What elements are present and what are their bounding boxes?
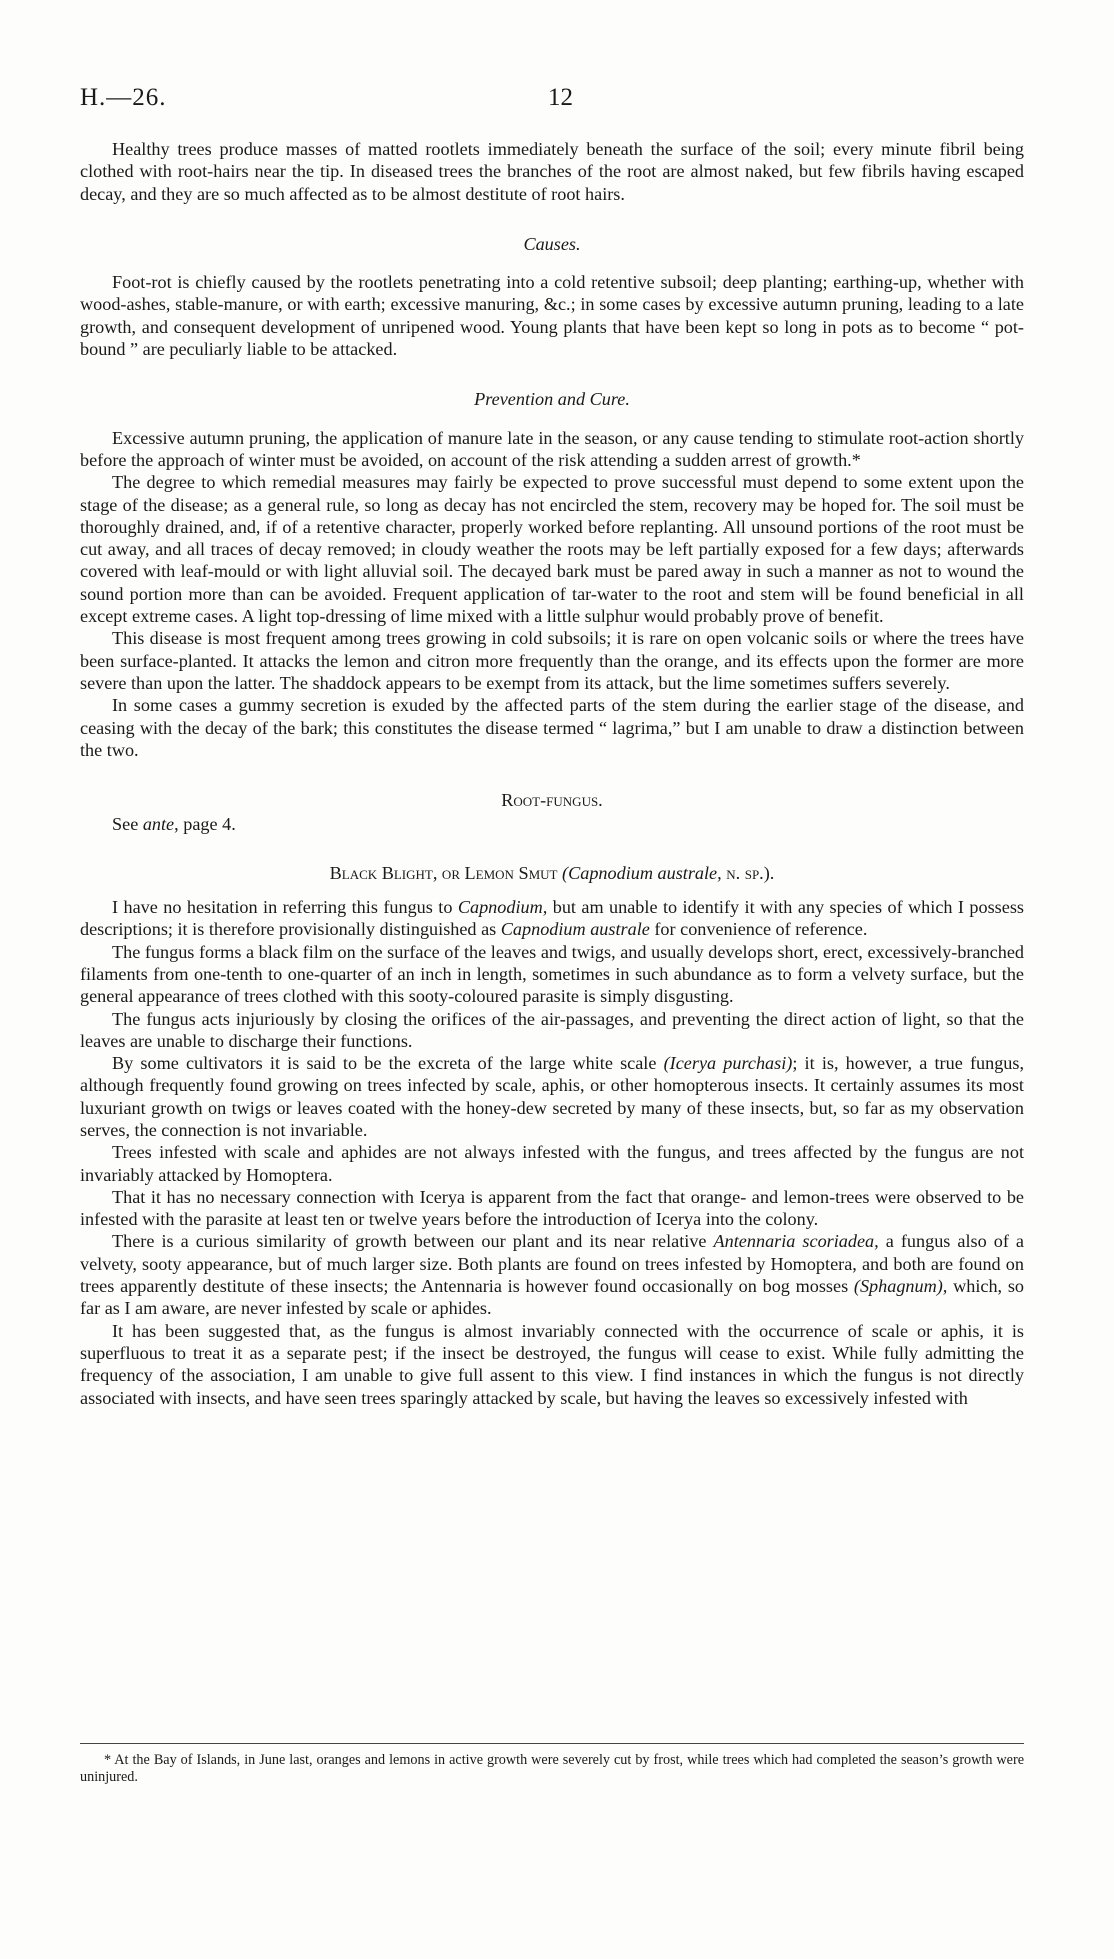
prevention-paragraph-3: This disease is most frequent among trees growing in cold subsoils; it is rare on open volcanic soils or where the trees have been surface-planted. It attacks the lemon and citron more frequently than the orange, and its effects upon the former are more severe than upon the latter. The shaddock appears to be exempt from its attack, but the lime sometimes suffers severely. bbox=[80, 628, 1024, 693]
section-heading-causes: Causes. bbox=[523, 233, 581, 254]
black-blight-paragraph-5: Trees infested with scale and aphides are not always infested with the fungus, and trees affected by the fungus are not invariably attacked by Homoptera. bbox=[80, 1142, 1024, 1185]
prevention-paragraph-2: The degree to which remedial measures may fairly be expected to prove successful must depend to some extent upon the stage of the disease; as a general rule, so long as decay has not encircled the stem, recovery may be hoped for. The soil must be thoroughly drained, and, if of a retentive character, properly worked before replanting. All unsound portions of the root must be cut away, and all traces of decay removed; in cloudy weather the roots may be left partially exposed for a few days; afterwards covered with leaf-mould or with light alluvial soil. The decayed bark must be pared away in such a manner as not to wound the sound portion more than can be avoided. Frequent application of tar-water to the root and stem will be found beneficial in all except extreme cases. A light top-dressing of lime mixed with a little sulphur would probably prove of benefit. bbox=[80, 472, 1024, 627]
reference-ante: ante bbox=[142, 814, 175, 835]
species-name: Capnodium australe bbox=[500, 919, 650, 940]
genus-name: Capnodium, bbox=[457, 897, 548, 918]
page-body bbox=[80, 138, 1024, 1409]
antennaria-species-name: Antennaria scoriadea, bbox=[713, 1231, 879, 1252]
text-run: which, so far as I am aware, are never infested by scale or aphides. bbox=[80, 1276, 1024, 1319]
section-heading-black-blight bbox=[80, 862, 1024, 884]
report-series-code: H.—26. bbox=[80, 84, 167, 111]
text-run: By some cultivators it is said to be the excreta of the large white scale bbox=[112, 1053, 664, 1074]
prevention-paragraph-4: In some cases a gummy secretion is exuded by the affected parts of the stem during the earlier stage of the disease, and ceasing with the decay of the bark; this constitutes the disease termed “ lagrima,” but I am unable to draw a distinction between the two. bbox=[80, 695, 1024, 760]
black-blight-paragraph-2: The fungus forms a black film on the surface of the leaves and twigs, and usually develops short, erect, excessively-branched filaments from one-tenth to one-quarter of an inch in length, sometimes in such abundance as to form a velvety surface, but the general appearance of trees clothed with this sooty-coloured parasite is simply disgusting. bbox=[80, 941, 1024, 1007]
text-run: I have no hesitation in referring this fungus to bbox=[112, 897, 458, 918]
sphagnum-name: (Sphagnum), bbox=[853, 1276, 948, 1297]
text-run: a fungus also of a velvety, sooty appearance, but of much larger size. Both plants are found on trees infested by Homoptera, and both are found on trees apparently destitute of these insects; the Antennaria is however found occasionally on bog mosses bbox=[80, 1231, 1024, 1297]
intro-paragraph: Healthy trees produce masses of matted rootlets immediately beneath the surface of the soil; every minute fibril being clothed with root-hairs near the tip. In diseased trees the branches of the root are almost naked, but few fibrils having escaped decay, and they are so much affected as to be almost destitute of root hairs. bbox=[80, 139, 1024, 204]
text-run: but am unable to identify it with any species of which I possess descriptions; it is therefore provisionally distinguished as bbox=[80, 897, 1024, 940]
black-blight-paragraph-1 bbox=[80, 896, 1024, 941]
section-heading-prevention: Prevention and Cure. bbox=[474, 389, 630, 410]
black-blight-paragraph-7 bbox=[80, 1230, 1024, 1319]
root-fungus-reference bbox=[112, 813, 1024, 835]
page-number: 12 bbox=[548, 84, 573, 111]
black-blight-paragraph-4 bbox=[80, 1052, 1024, 1141]
text-run: for convenience of reference. bbox=[649, 919, 868, 940]
heading-black-blight-title: Black Blight, or Lemon Smut bbox=[329, 862, 563, 883]
reference-prefix: See bbox=[112, 814, 143, 835]
footnote-divider bbox=[80, 1743, 1024, 1744]
text-run: ; it is, however, a true fungus, although frequently found growing on trees infected by scale, aphis, or other homopterous insects. It certainly assumes its most luxuriant growth on twigs or leaves coated with the honey-dew secreted by many of these insects, but, so far as my observation serves, the connection is not invariable. bbox=[80, 1053, 1025, 1140]
black-blight-paragraph-6: That it has no necessary connection with Icerya is apparent from the fact that orange- and lemon-trees were observed to be infested with the parasite at least ten or twelve years before the introduction of Icerya into the colony. bbox=[80, 1186, 1024, 1230]
black-blight-paragraph-8: It has been suggested that, as the fungus is almost invariably connected with the occurrence of scale or aphis, it is superfluous to treat it as a separate pest; if the insect be destroyed, the fungus will cease to exist. While fully admitting the frequency of the association, I am unable to give full assent to this view. I find instances in which the fungus is not directly associated with insects, and have seen trees sparingly attacked by scale, but having the leaves so excessively infested with bbox=[80, 1320, 1024, 1408]
black-blight-paragraph-3: The fungus acts injuriously by closing the orifices of the air-passages, and preventing the direct action of light, so that the leaves are unable to discharge their functions. bbox=[80, 1008, 1024, 1051]
causes-paragraph: Foot-rot is chiefly caused by the rootlets penetrating into a cold retentive subsoil; deep planting; earthing-up, whether with wood-ashes, stable-manure, or with earth; excessive manuring, &c.; in some cases by excessive autumn pruning, leading to a late growth, and consequent development of unripened wood. Young plants that have been kept so long in pots as to become “ pot-bound ” are peculiarly liable to be attacked. bbox=[80, 272, 1024, 360]
scale-species-name: (Icerya purchasi) bbox=[663, 1053, 793, 1074]
footnote: * At the Bay of Islands, in June last, oranges and lemons in active growth were severely cut by frost, while trees which had completed the season’s growth were uninjured. bbox=[80, 1752, 1024, 1785]
heading-species-name: (Capnodium australe, bbox=[562, 862, 722, 883]
reference-suffix: , page 4. bbox=[174, 814, 236, 835]
prevention-paragraph-1: Excessive autumn pruning, the application of manure late in the season, or any cause tending to stimulate root-action shortly before the approach of winter must be avoided, on account of the risk attending a sudden arrest of growth.* bbox=[80, 427, 1024, 470]
text-run: There is a curious similarity of growth between our plant and its near relative bbox=[112, 1231, 714, 1252]
heading-species-tail: n. sp.). bbox=[721, 862, 775, 883]
section-heading-root-fungus: Root-fungus. bbox=[501, 790, 603, 811]
